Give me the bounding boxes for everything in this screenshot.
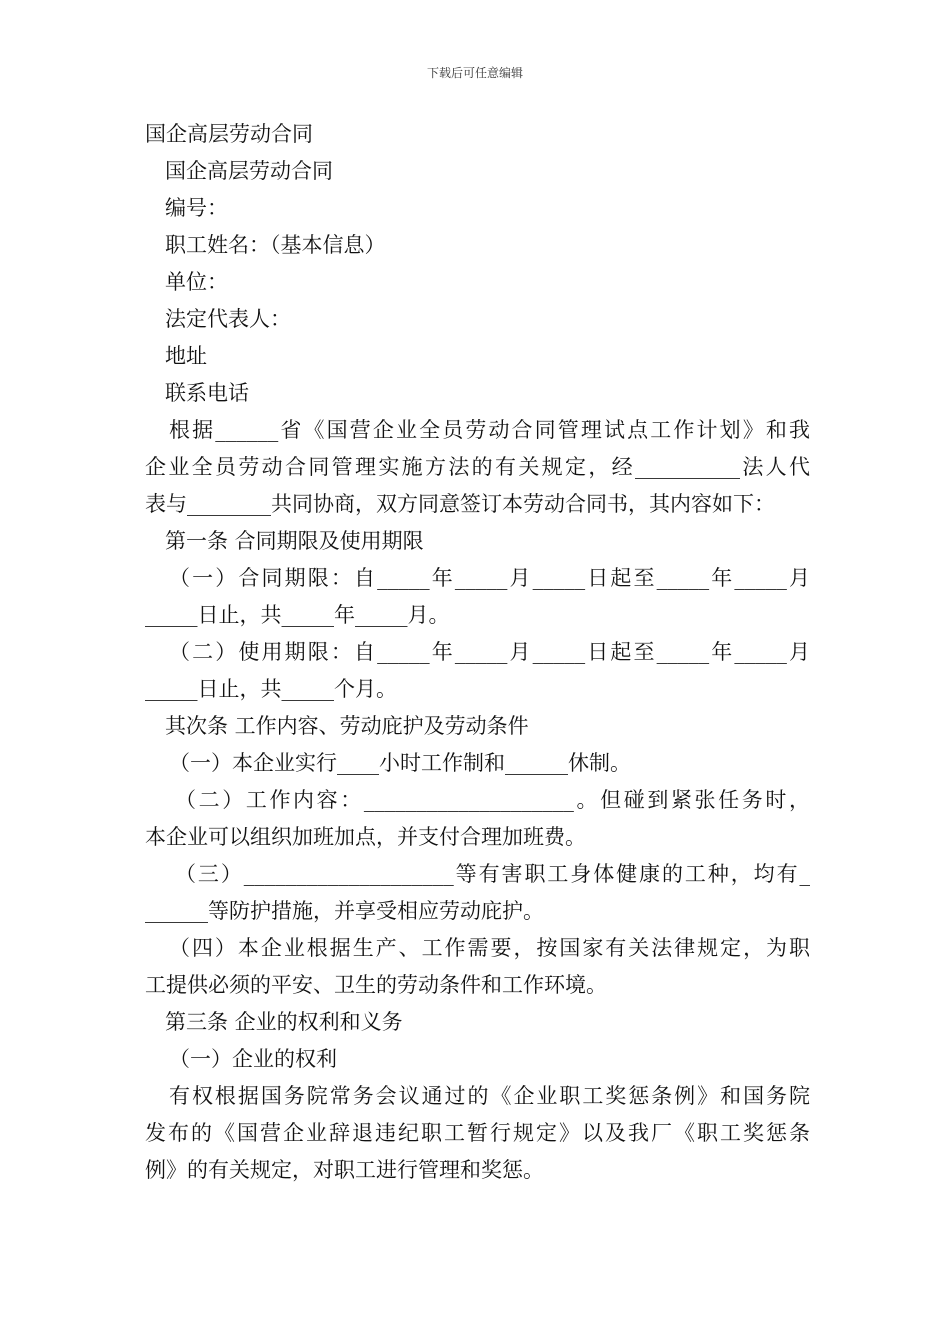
field-address: 地址	[165, 344, 207, 368]
document-body	[145, 116, 810, 1189]
paragraph-line: 本企业可以组织加班加点，并支付合理加班费。	[145, 825, 586, 849]
paragraph-line: 工提供必须的平安、卫生的劳动条件和工作环境。	[145, 973, 607, 997]
paragraph-line: _____日止，共_____年_____月。	[145, 603, 450, 627]
paragraph-line: （二）使用期限：自_____年_____月_____日起至_____年_____月	[169, 640, 810, 664]
paragraph-line: （四）本企业根据生产、工作需要，按国家有关法律规定，为职	[169, 936, 810, 960]
paragraph-line: （二）工作内容：____________________。但碰到紧张任务时，	[175, 788, 810, 812]
field-number: 编号：	[165, 196, 228, 220]
field-phone: 联系电话	[165, 381, 249, 405]
paragraph-line: （三）____________________等有害职工身体健康的工种，均有_	[175, 862, 810, 886]
contract-title: 国企高层劳动合同	[165, 159, 333, 183]
paragraph-line: 根据______省《国营企业全员劳动合同管理试点工作计划》和我	[169, 418, 810, 442]
article-heading: 第三条 企业的权利和义务	[165, 1010, 403, 1034]
field-unit: 单位：	[165, 270, 228, 294]
paragraph-line: 例》的有关规定，对职工进行管理和奖惩。	[145, 1158, 544, 1182]
paragraph-line: _____日止，共_____个月。	[145, 677, 397, 701]
paragraph-line: ______等防护措施，并享受相应劳动庇护。	[145, 899, 544, 923]
article-heading: 第一条 合同期限及使用期限	[165, 529, 424, 553]
paragraph-line: 企业全员劳动合同管理实施方法的有关规定，经__________法人代	[145, 455, 810, 479]
paragraph-line: 发布的《国营企业辞退违纪职工暂行规定》以及我厂《职工奖惩条	[145, 1121, 810, 1145]
paragraph-line: 表与________共同协商，双方同意签订本劳动合同书，其内容如下：	[145, 492, 775, 516]
article-heading: 其次条 工作内容、劳动庇护及劳动条件	[165, 714, 529, 738]
paragraph-line: （一）合同期限：自_____年_____月_____日起至_____年_____月	[169, 566, 810, 590]
field-employee-name: 职工姓名：（基本信息）	[165, 233, 386, 257]
paragraph-line: （一）本企业实行____小时工作制和______休制。	[169, 751, 631, 775]
paragraph-line: 有权根据国务院常务会议通过的《企业职工奖惩条例》和国务院	[169, 1084, 810, 1108]
section-heading: （一）企业的权利	[169, 1047, 337, 1071]
page-header: 下载后可任意编辑	[426, 66, 523, 80]
field-legal-rep: 法定代表人：	[165, 307, 291, 331]
document-title: 国企高层劳动合同	[145, 122, 313, 146]
